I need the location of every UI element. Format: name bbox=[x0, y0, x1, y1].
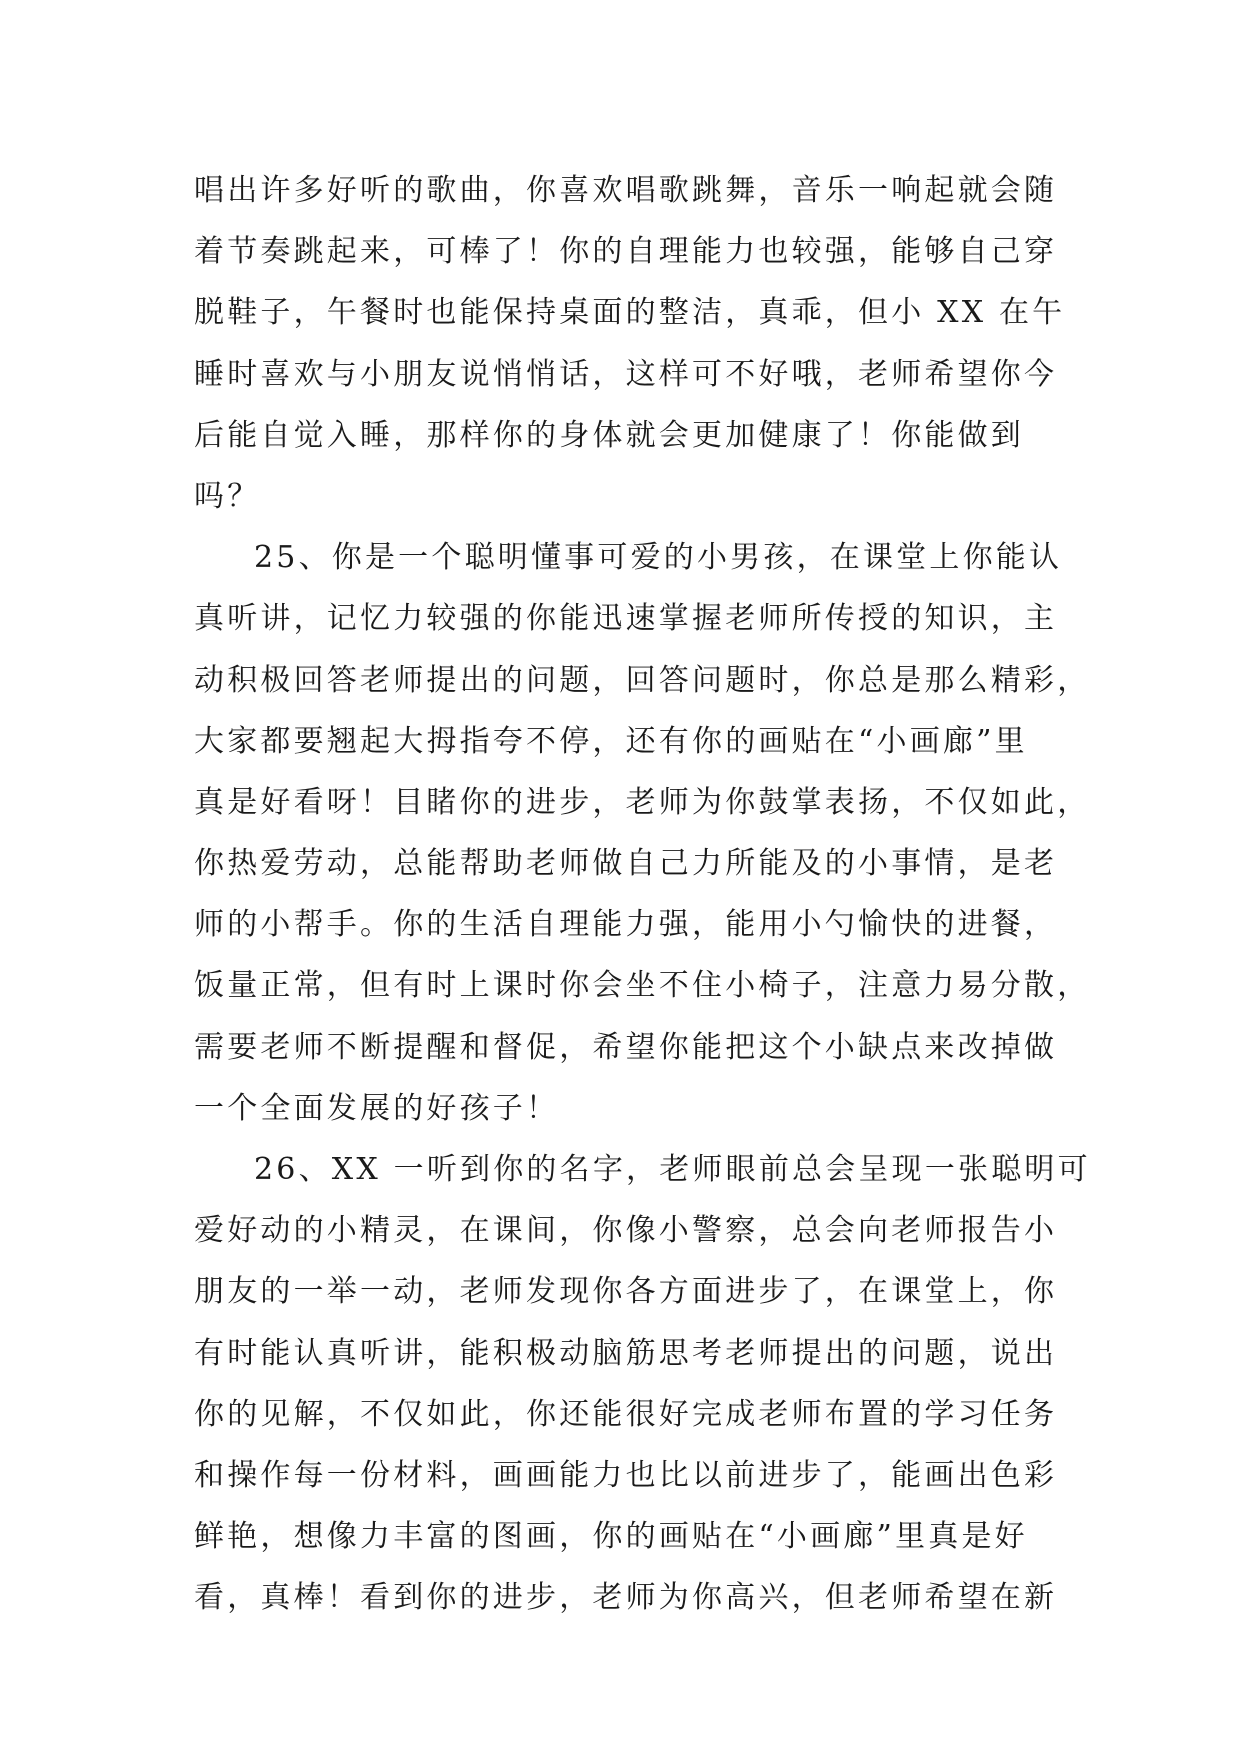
text-line: 26、XX 一听到你的名字，老师眼前总会呈现一张聪明可 bbox=[254, 1152, 1091, 1187]
text-line: 你的见解，不仅如此，你还能很好完成老师布置的学习任务 bbox=[194, 1396, 1058, 1432]
paragraph-25 bbox=[194, 527, 1091, 1139]
text-line: 后能自觉入睡，那样你的身体就会更加健康了！你能做到 bbox=[194, 417, 1024, 453]
text-line: 师的小帮手。你的生活自理能力强，能用小勺愉快的进餐， bbox=[194, 907, 1058, 943]
text-line: 有时能认真听讲，能积极动脑筋思考老师提出的问题，说出 bbox=[194, 1335, 1058, 1371]
text-line: 脱鞋子，午餐时也能保持桌面的整洁，真乖，但小 XX 在午 bbox=[194, 295, 1066, 331]
text-line: 大家都要翘起大拇指夸不停，还有你的画贴在“小画廊”里 bbox=[194, 723, 1028, 759]
text-line: 爱好动的小精灵，在课间，你像小警察，总会向老师报告小 bbox=[194, 1213, 1058, 1249]
paragraph-26 bbox=[194, 1139, 1091, 1629]
text-line: 看，真棒！看到你的进步，老师为你高兴，但老师希望在新 bbox=[194, 1580, 1058, 1616]
document-body bbox=[194, 160, 1091, 1629]
text-line: 25、你是一个聪明懂事可爱的小男孩，在课堂上你能认 bbox=[254, 540, 1063, 576]
text-line: 一个全面发展的好孩子！ bbox=[194, 1090, 560, 1126]
text-line: 朋友的一举一动，老师发现你各方面进步了，在课堂上，你 bbox=[194, 1274, 1058, 1310]
text-line: 你热爱劳动，总能帮助老师做自己力所能及的小事情，是老 bbox=[194, 846, 1058, 882]
text-line: 和操作每一份材料，画画能力也比以前进步了，能画出色彩 bbox=[194, 1457, 1058, 1493]
text-line: 真是好看呀！目睹你的进步，老师为你鼓掌表扬，不仅如此， bbox=[194, 784, 1091, 820]
text-line: 着节奏跳起来，可棒了！你的自理能力也较强，能够自己穿 bbox=[194, 234, 1058, 270]
paragraph-continued bbox=[194, 160, 1066, 527]
text-line: 唱出许多好听的歌曲，你喜欢唱歌跳舞，音乐一响起就会随 bbox=[194, 173, 1058, 208]
text-line: 睡时喜欢与小朋友说悄悄话，这样可不好哦，老师希望你今 bbox=[194, 356, 1058, 392]
text-line: 真听讲，记忆力较强的你能迅速掌握老师所传授的知识，主 bbox=[194, 601, 1058, 637]
text-line: 动积极回答老师提出的问题，回答问题时，你总是那么精彩， bbox=[194, 662, 1091, 698]
text-line: 饭量正常，但有时上课时你会坐不住小椅子，注意力易分散， bbox=[194, 968, 1091, 1004]
text-line: 吗？ bbox=[194, 478, 261, 514]
text-line: 需要老师不断提醒和督促，希望你能把这个小缺点来改掉做 bbox=[194, 1029, 1058, 1065]
text-line: 鲜艳，想像力丰富的图画，你的画贴在“小画廊”里真是好 bbox=[194, 1519, 1028, 1555]
